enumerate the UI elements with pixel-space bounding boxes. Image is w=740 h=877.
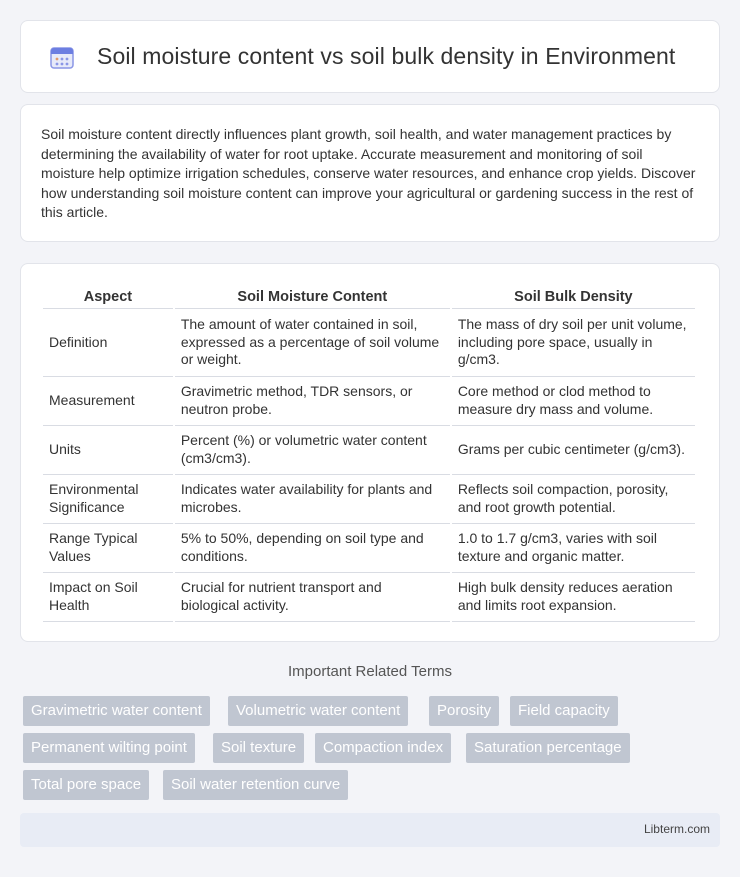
header-soil-moisture: Soil Moisture Content	[175, 284, 450, 309]
cell-aspect: Units	[43, 426, 173, 475]
tag-total-pore-space[interactable]: Total pore space	[23, 770, 149, 800]
calendar-icon	[49, 44, 75, 70]
page-title: Soil moisture content vs soil bulk density in Environment	[97, 43, 676, 69]
comparison-table	[41, 284, 697, 622]
cell-aspect: Environmental Significance	[43, 475, 173, 524]
cell-aspect: Measurement	[43, 377, 173, 426]
cell-aspect: Definition	[43, 309, 173, 377]
cell-aspect: Range Typical Values	[43, 524, 173, 573]
table-header-row	[43, 284, 695, 309]
intro-text: Soil moisture content directly influences plant growth, soil health, and water management practices by determining the availability of water for root uptake. Accurate measurement and monitoring of soil moisture help optimize irrigation schedules, conserve water resources, and enhance crop yields. Discover how understanding soil moisture content can improve your agricultural or gardening success in the rest of this article.	[41, 126, 696, 221]
tag-permanent-wilting-point[interactable]: Permanent wilting point	[23, 733, 195, 763]
header-bulk-density: Soil Bulk Density	[452, 284, 695, 309]
table-row	[43, 309, 695, 377]
related-terms-title: Important Related Terms	[288, 663, 452, 680]
footer	[20, 813, 720, 847]
tag-soil-texture[interactable]: Soil texture	[213, 733, 304, 763]
tag-gravimetric-water-content[interactable]: Gravimetric water content	[23, 696, 210, 726]
cell-bulk: Core method or clod method to measure dry mass and volume.	[452, 377, 695, 426]
tag-compaction-index[interactable]: Compaction index	[315, 733, 451, 763]
cell-aspect: Impact on Soil Health	[43, 573, 173, 622]
tag-field-capacity[interactable]: Field capacity	[510, 696, 618, 726]
cell-moisture: 5% to 50%, depending on soil type and conditions.	[175, 524, 450, 573]
header-card	[20, 20, 720, 93]
footer-site-link[interactable]: Libterm.com	[643, 822, 710, 836]
table-row	[43, 573, 695, 622]
cell-bulk: 1.0 to 1.7 g/cm3, varies with soil texture and organic matter.	[452, 524, 695, 573]
cell-moisture: Indicates water availability for plants and microbes.	[175, 475, 450, 524]
table-row	[43, 426, 695, 475]
cell-bulk: Reflects soil compaction, porosity, and root growth potential.	[452, 475, 695, 524]
intro-card	[20, 104, 720, 242]
tag-porosity[interactable]: Porosity	[429, 696, 499, 726]
cell-bulk: Grams per cubic centimeter (g/cm3).	[452, 426, 695, 475]
comparison-card	[20, 263, 720, 642]
table-row	[43, 524, 695, 573]
table-row	[43, 475, 695, 524]
cell-bulk: The mass of dry soil per unit volume, including pore space, usually in g/cm3.	[452, 309, 695, 377]
tag-volumetric-water-content[interactable]: Volumetric water content	[228, 696, 408, 726]
header-aspect: Aspect	[43, 284, 173, 309]
cell-moisture: Percent (%) or volumetric water content (cm3/cm3).	[175, 426, 450, 475]
cell-bulk: High bulk density reduces aeration and limits root expansion.	[452, 573, 695, 622]
cell-moisture: The amount of water contained in soil, expressed as a percentage of soil volume or weight.	[175, 309, 450, 377]
table-row	[43, 377, 695, 426]
tag-saturation-percentage[interactable]: Saturation percentage	[466, 733, 630, 763]
cell-moisture: Crucial for nutrient transport and biological activity.	[175, 573, 450, 622]
cell-moisture: Gravimetric method, TDR sensors, or neutron probe.	[175, 377, 450, 426]
tag-soil-water-retention-curve[interactable]: Soil water retention curve	[163, 770, 348, 800]
